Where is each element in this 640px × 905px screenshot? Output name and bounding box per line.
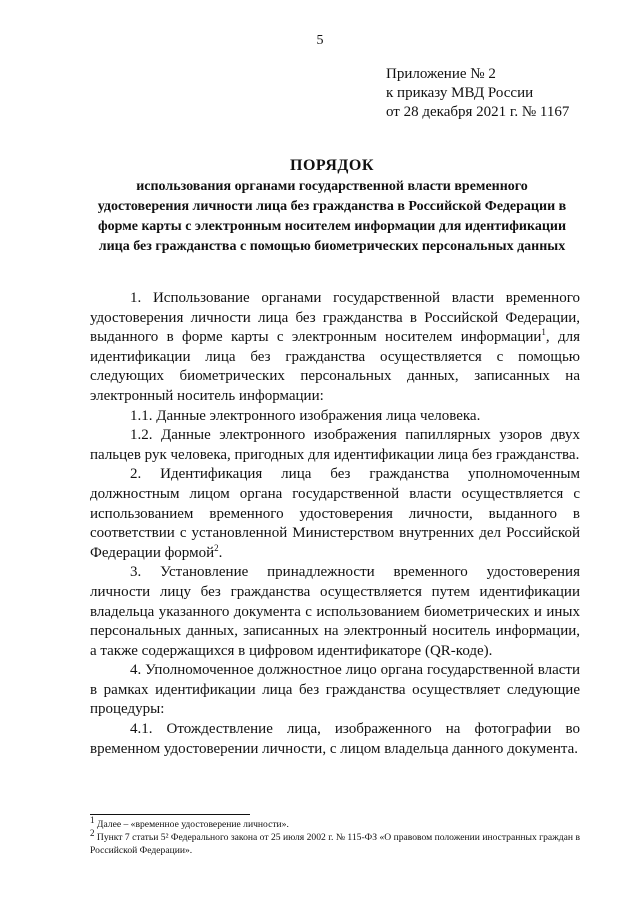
footnotes [90,814,580,857]
page-number: 5 [316,33,324,48]
footnote-2: $^2$ Пункт 7 статьи 5² Федерального закона от 25 июля 2002 г. № 115-ФЗ «О правовом положении иностранных граждан в Российской Федерации». [90,827,580,856]
document-title: ПОРЯДОК [290,157,374,174]
appendix-line-2: к приказу МВД России [386,85,534,101]
document-subtitle: использования органами государственной власти временного удостоверения личности лица без гражданства в Российской Федерации в форме карты с электронным носителем информации для идентификации лица без гражданства с помощью биометрических персональных данных [97,179,567,254]
appendix-header [386,65,569,122]
appendix-line-3: от 28 декабря 2021 г. № 1167 [386,104,570,120]
paragraph-1-2: 1.2. Данные электронного изображения папиллярных узоров двух пальцев рук человека, пригодных для идентификации лица без гражданства. [90,427,580,463]
document-body [90,289,580,759]
paragraph-1: 1. Использование органами государственной власти временного удостоверения личности лица без гражданства в Российской Федерации, выданного в форме карты с электронным носителем информации$^1$, для идентификации лица без гражданства осуществляется с помощью следующих биометрических персональных данных, записанных на электронный носитель информации: [90,290,580,404]
paragraph-4: 4. Уполномоченное должностное лицо органа государственной власти в рамках идентификации лица без гражданства осуществляет следующие процедуры: [90,662,580,718]
footnote-ref-2: 2 [214,542,219,553]
footnote-divider [90,814,250,815]
paragraph-3: 3. Установление принадлежности временного удостоверения личности лицу без гражданства осуществляется путем идентификации владельца указанного документа с использованием биометрических и иных персональных данных, записанных на электронный носитель информации, а также содержащихся в цифровом идентификаторе (QR-коде). [90,564,580,659]
footnote-ref-1: 1 [541,327,546,338]
document-heading [92,155,572,257]
paragraph-1-1: 1.1. Данные электронного изображения лица человека. [130,407,481,424]
appendix-line-1: Приложение № 2 [386,66,496,82]
paragraph-2: 2. Идентификация лица без гражданства уполномоченным должностным лицом органа государственной власти осуществляется с использованием временного удостоверения личности, выданного в соответствии с установленной Министерством внутренних дел Российской Федерации формой$^2$. [90,466,580,561]
footnote-1: $^1$ Далее – «временное удостоверение личности». [90,814,289,830]
paragraph-4-1: 4.1. Отождествление лица, изображенного на фотографии во временном удостоверении личности, с лицом владельца данного документа. [90,721,580,757]
